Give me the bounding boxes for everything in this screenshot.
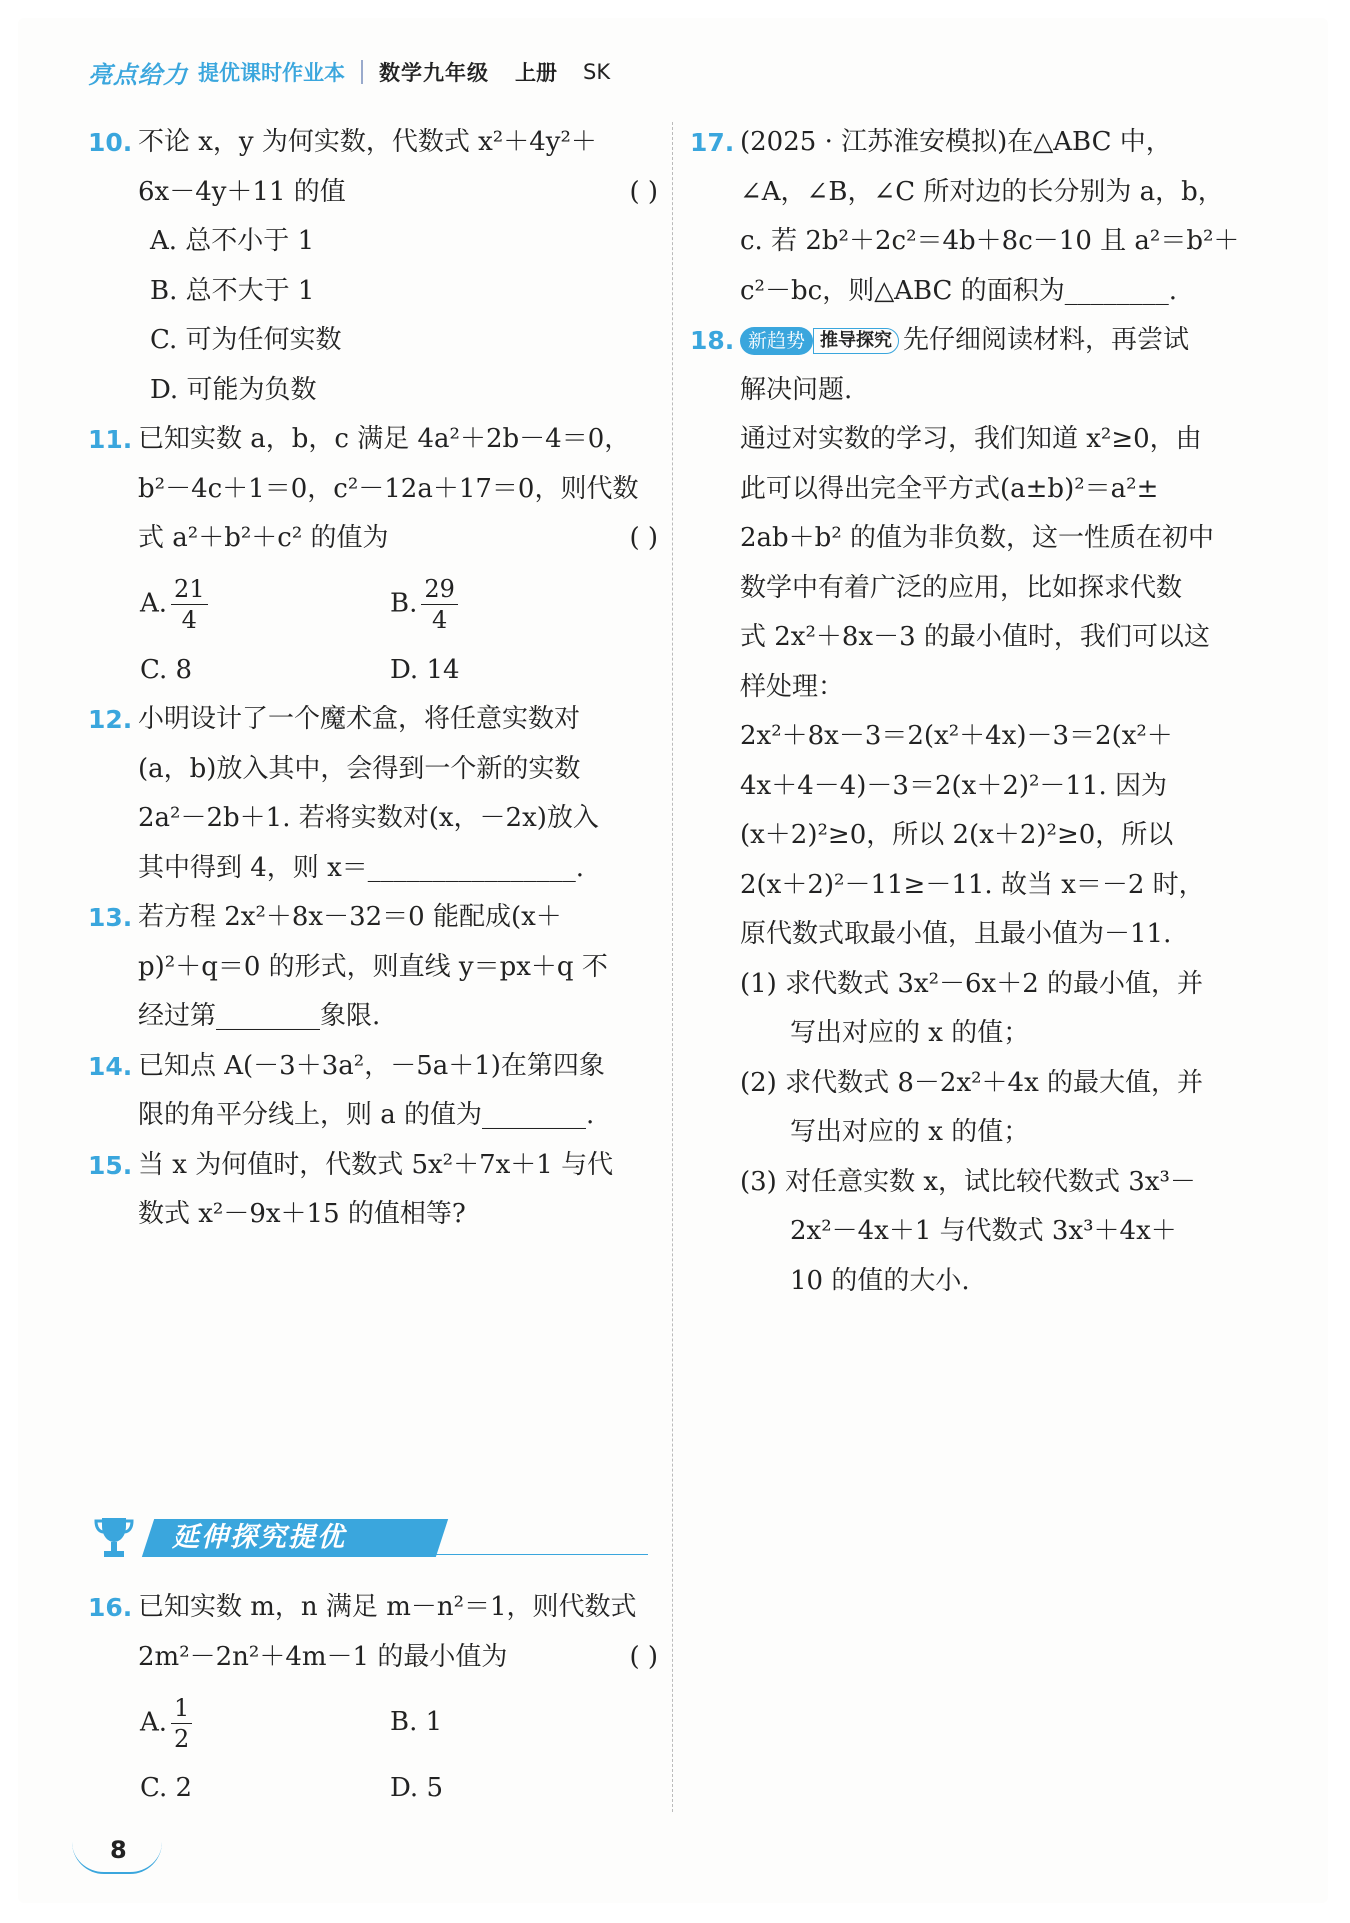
material-text: 式 2x²＋8x－3 的最小值时，我们可以这 xyxy=(740,622,1210,652)
question-12 xyxy=(88,695,658,893)
page-number: 8 xyxy=(110,1836,127,1864)
banner-title: 延伸探究提优 xyxy=(142,1519,448,1557)
column-divider xyxy=(672,122,673,1812)
option-b: B. 1 xyxy=(390,1707,443,1738)
volume-label: 上册 xyxy=(515,61,557,85)
question-text: 解决问题. xyxy=(740,374,853,405)
question-text: c. 若 2b²＋2c²＝4b＋8c－10 且 a²＝b²＋ xyxy=(740,226,1240,256)
question-text: 已知实数 a，b，c 满足 4a²＋2b－4＝0， xyxy=(138,424,631,454)
question-text: ∠A，∠B，∠C 所对边的长分别为 a，b， xyxy=(740,176,1224,207)
question-11 xyxy=(88,415,658,695)
question-text: 2a²－2b＋1. 若将实数对(x，－2x)放入 xyxy=(138,803,599,833)
material-text: 样处理： xyxy=(740,671,845,702)
question-text: 6x－4y＋11 的值 xyxy=(138,176,346,207)
question-text: 其中得到 4，则 x＝________________. xyxy=(138,852,584,883)
banner-underline xyxy=(148,1554,648,1555)
question-16 xyxy=(88,1583,658,1814)
edition-label: SK xyxy=(583,60,611,84)
question-number: 16. xyxy=(88,1593,133,1622)
answer-paren: ( ) xyxy=(629,523,658,553)
trophy-icon xyxy=(92,1512,136,1562)
material-text: 4x＋4－4)－3＝2(x＋2)²－11. 因为 xyxy=(740,770,1168,801)
material-text: 2x²＋8x－3＝2(x²＋4x)－3＝2(x²＋ xyxy=(740,721,1173,751)
option-a: A. 总不小于 1 xyxy=(150,226,315,256)
material-text: 2ab＋b² 的值为非负数，这一性质在初中 xyxy=(740,523,1215,553)
question-text: 已知实数 m，n 满足 m－n²＝1，则代数式 xyxy=(138,1592,637,1622)
question-13 xyxy=(88,893,658,1042)
question-text: 限的角平分线上，则 a 的值为________. xyxy=(138,1100,595,1130)
option-c: C. 可为任何实数 xyxy=(150,325,342,355)
subquestion-2: (2) 求代数式 8－2x²＋4x 的最大值，并 xyxy=(740,1067,1203,1098)
question-text: (a，b)放入其中，会得到一个新的实数 xyxy=(138,753,581,784)
question-text: 已知点 A(－3＋3a²，－5a＋1)在第四象 xyxy=(138,1050,605,1081)
material-text: 通过对实数的学习，我们知道 x²≥0，由 xyxy=(740,424,1202,454)
subquestion-1-cont: 写出对应的 x 的值； xyxy=(790,1018,1030,1048)
question-15 xyxy=(88,1141,658,1240)
question-number: 11. xyxy=(88,425,133,454)
option-d: D. 可能为负数 xyxy=(150,374,317,405)
material-text: 数学中有着广泛的应用，比如探求代数 xyxy=(740,572,1183,603)
header-separator xyxy=(361,60,363,84)
question-text: 小明设计了一个魔术盒，将任意实数对 xyxy=(138,704,581,734)
question-number: 12. xyxy=(88,705,133,734)
question-18 xyxy=(690,316,1250,1306)
question-text: 2m²－2n²＋4m－1 的最小值为 xyxy=(138,1641,508,1672)
option-b: B. $\frac{29}{4}$ xyxy=(390,574,640,635)
material-text: (x＋2)²≥0，所以 2(x＋2)²≥0，所以 xyxy=(740,820,1174,850)
question-14 xyxy=(88,1042,658,1141)
material-text: 2(x＋2)²－11≥－11. 故当 x＝－2 时， xyxy=(740,869,1205,900)
question-text: 当 x 为何值时，代数式 5x²＋7x＋1 与代 xyxy=(138,1149,614,1180)
material-text: 原代数式取最小值，且最小值为－11. xyxy=(740,919,1172,949)
option-d: D. 5 xyxy=(390,1773,443,1803)
answer-paren: ( ) xyxy=(629,1641,658,1672)
option-d: D. 14 xyxy=(390,654,460,685)
subquestion-2-cont: 写出对应的 x 的值； xyxy=(790,1117,1030,1147)
question-number: 18. xyxy=(690,326,735,355)
question-number: 10. xyxy=(88,128,133,157)
question-text: 先仔细阅读材料，再尝试 xyxy=(903,325,1190,355)
question-text: 不论 x，y 为何实数，代数式 x²＋4y²＋ xyxy=(138,127,597,157)
question-text: (2025 · 江苏淮安模拟)在△ABC 中， xyxy=(740,127,1172,157)
option-a: A. $\frac{21}{4}$ xyxy=(140,574,390,635)
question-text: b²－4c＋1＝0，c²－12a＋17＝0，则代数 xyxy=(138,473,639,504)
question-text: c²－bc，则△ABC 的面积为________. xyxy=(740,275,1177,306)
question-text: 数式 x²－9x＋15 的值相等? xyxy=(138,1199,466,1229)
option-a: A. $\frac{1}{2}$ xyxy=(140,1693,390,1754)
question-text: 经过第________象限. xyxy=(138,1001,381,1031)
question-text: p)²＋q＝0 的形式，则直线 y＝px＋q 不 xyxy=(138,951,608,982)
material-text: 此可以得出完全平方式(a±b)²＝a²± xyxy=(740,473,1159,504)
question-number: 15. xyxy=(88,1150,133,1180)
left-column-bottom xyxy=(88,1583,658,1814)
right-column xyxy=(690,118,1250,1306)
subquestion-3: (3) 对任意实数 x，试比较代数式 3x³－ xyxy=(740,1166,1196,1197)
option-b: B. 总不大于 1 xyxy=(150,275,315,306)
subject-title: 数学九年级 xyxy=(379,61,489,85)
question-number: 13. xyxy=(88,903,133,932)
question-number: 17. xyxy=(690,128,735,157)
question-text: 若方程 2x²＋8x－32＝0 能配成(x＋ xyxy=(138,902,562,932)
trend-badge: 新趋势 xyxy=(740,327,813,355)
question-number: 14. xyxy=(88,1051,133,1081)
subquestion-3-cont: 10 的值的大小. xyxy=(790,1265,970,1296)
subquestion-3-cont: 2x²－4x＋1 与代数式 3x³＋4x＋ xyxy=(790,1216,1177,1246)
subquestion-1: (1) 求代数式 3x²－6x＋2 的最小值，并 xyxy=(740,968,1203,999)
question-17 xyxy=(690,118,1250,316)
option-c: C. 2 xyxy=(140,1773,193,1803)
header xyxy=(88,52,610,92)
answer-paren: ( ) xyxy=(629,176,658,207)
explore-badge: 推导探究 xyxy=(813,328,899,354)
section-banner xyxy=(92,1512,652,1564)
brand-logo: 亮点给力 xyxy=(88,60,188,89)
option-c: C. 8 xyxy=(140,654,193,685)
series-title: 提优课时作业本 xyxy=(198,61,345,85)
left-column xyxy=(88,118,658,1240)
question-text: 式 a²＋b²＋c² 的值为 xyxy=(138,523,389,553)
question-10 xyxy=(88,118,658,415)
